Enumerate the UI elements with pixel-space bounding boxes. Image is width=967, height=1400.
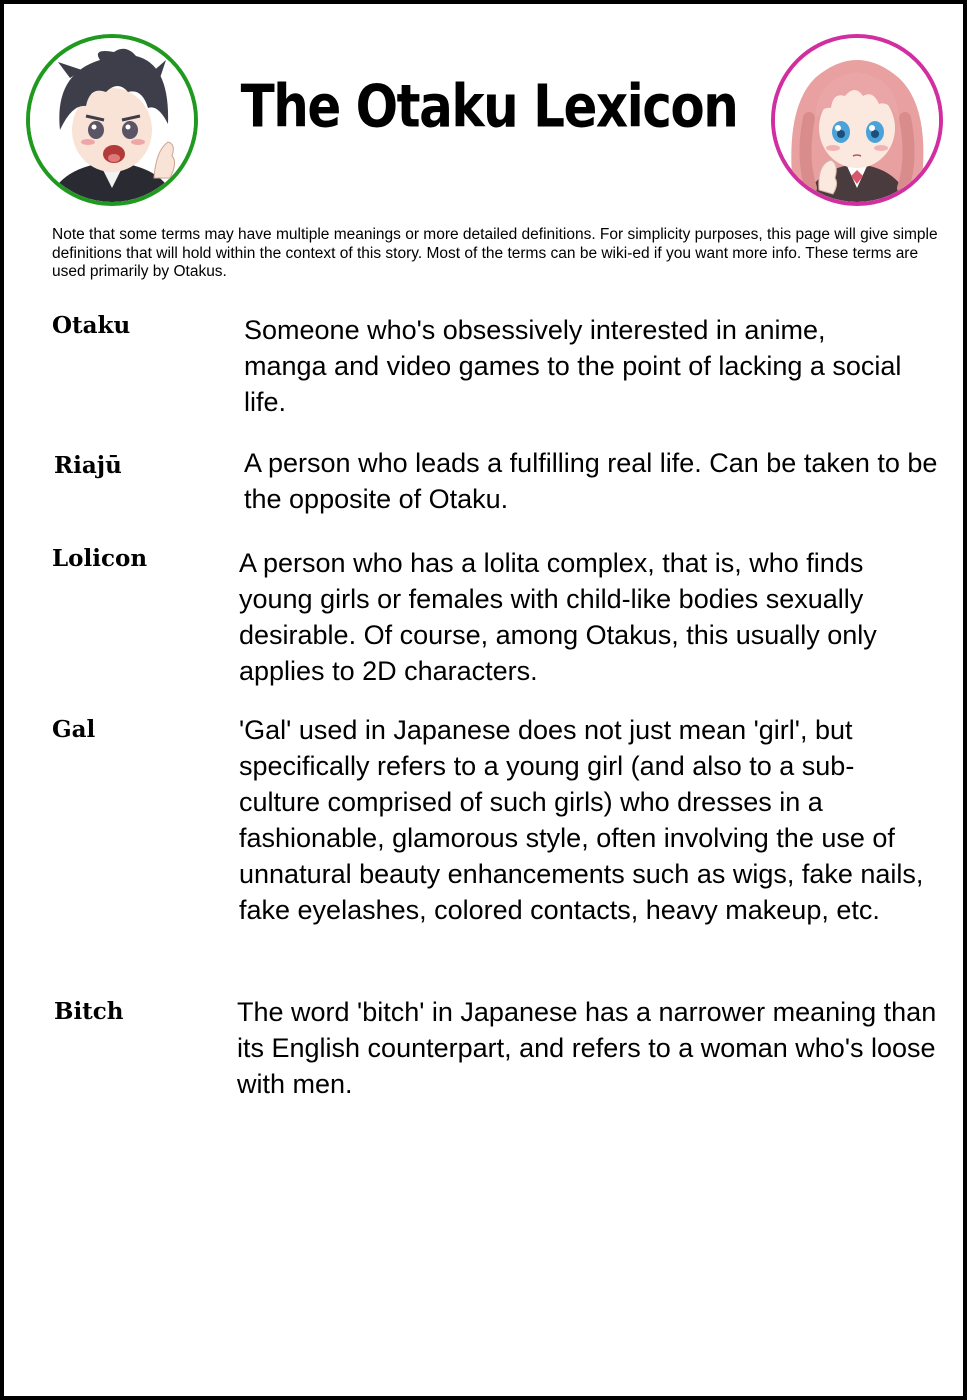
term-definition: Someone who's obsessively interested in anime, manga and video games to the point of lacking a social life.	[244, 315, 902, 417]
intro-note: Note that some terms may have multiple meanings or more detailed definitions. For simplicity purposes, this page will give simple definitions that will hold within the context of this story. Most of the terms can be wiki-ed if you want more info. These terms are used primarily by Otakus.	[52, 226, 938, 280]
term-label: Gal	[52, 716, 96, 743]
term-definition: A person who leads a fulfilling real life. Can be taken to be the opposite of Otaku.	[244, 448, 938, 514]
term-label: Otaku	[52, 312, 131, 339]
boy-character-avatar-icon	[26, 34, 198, 206]
term-definition: A person who has a lolita complex, that is, who finds young girls or females with child-like bodies sexually desirable. Of course, among Otakus, this usually only applies to 2D characters.	[239, 548, 877, 686]
girl-character-avatar-icon	[771, 34, 943, 206]
term-label: Bitch	[54, 998, 124, 1025]
term-label: Riajū	[54, 452, 122, 479]
term-definition: 'Gal' used in Japanese does not just mean 'girl', but specifically refers to a young girl (and also to a sub-culture comprised of such girls) who dresses in a fashionable, glamorous style, often involving the use of unnatural beauty enhancements such as wigs, fake nails, fake eyelashes, colored contacts, heavy makeup, etc.	[239, 715, 924, 925]
term-definition: The word 'bitch' in Japanese has a narrower meaning than its English counterpart, and refers to a woman who's loose with men.	[237, 997, 937, 1099]
page-title: The Otaku Lexicon	[240, 72, 738, 141]
term-label: Lolicon	[52, 545, 148, 572]
